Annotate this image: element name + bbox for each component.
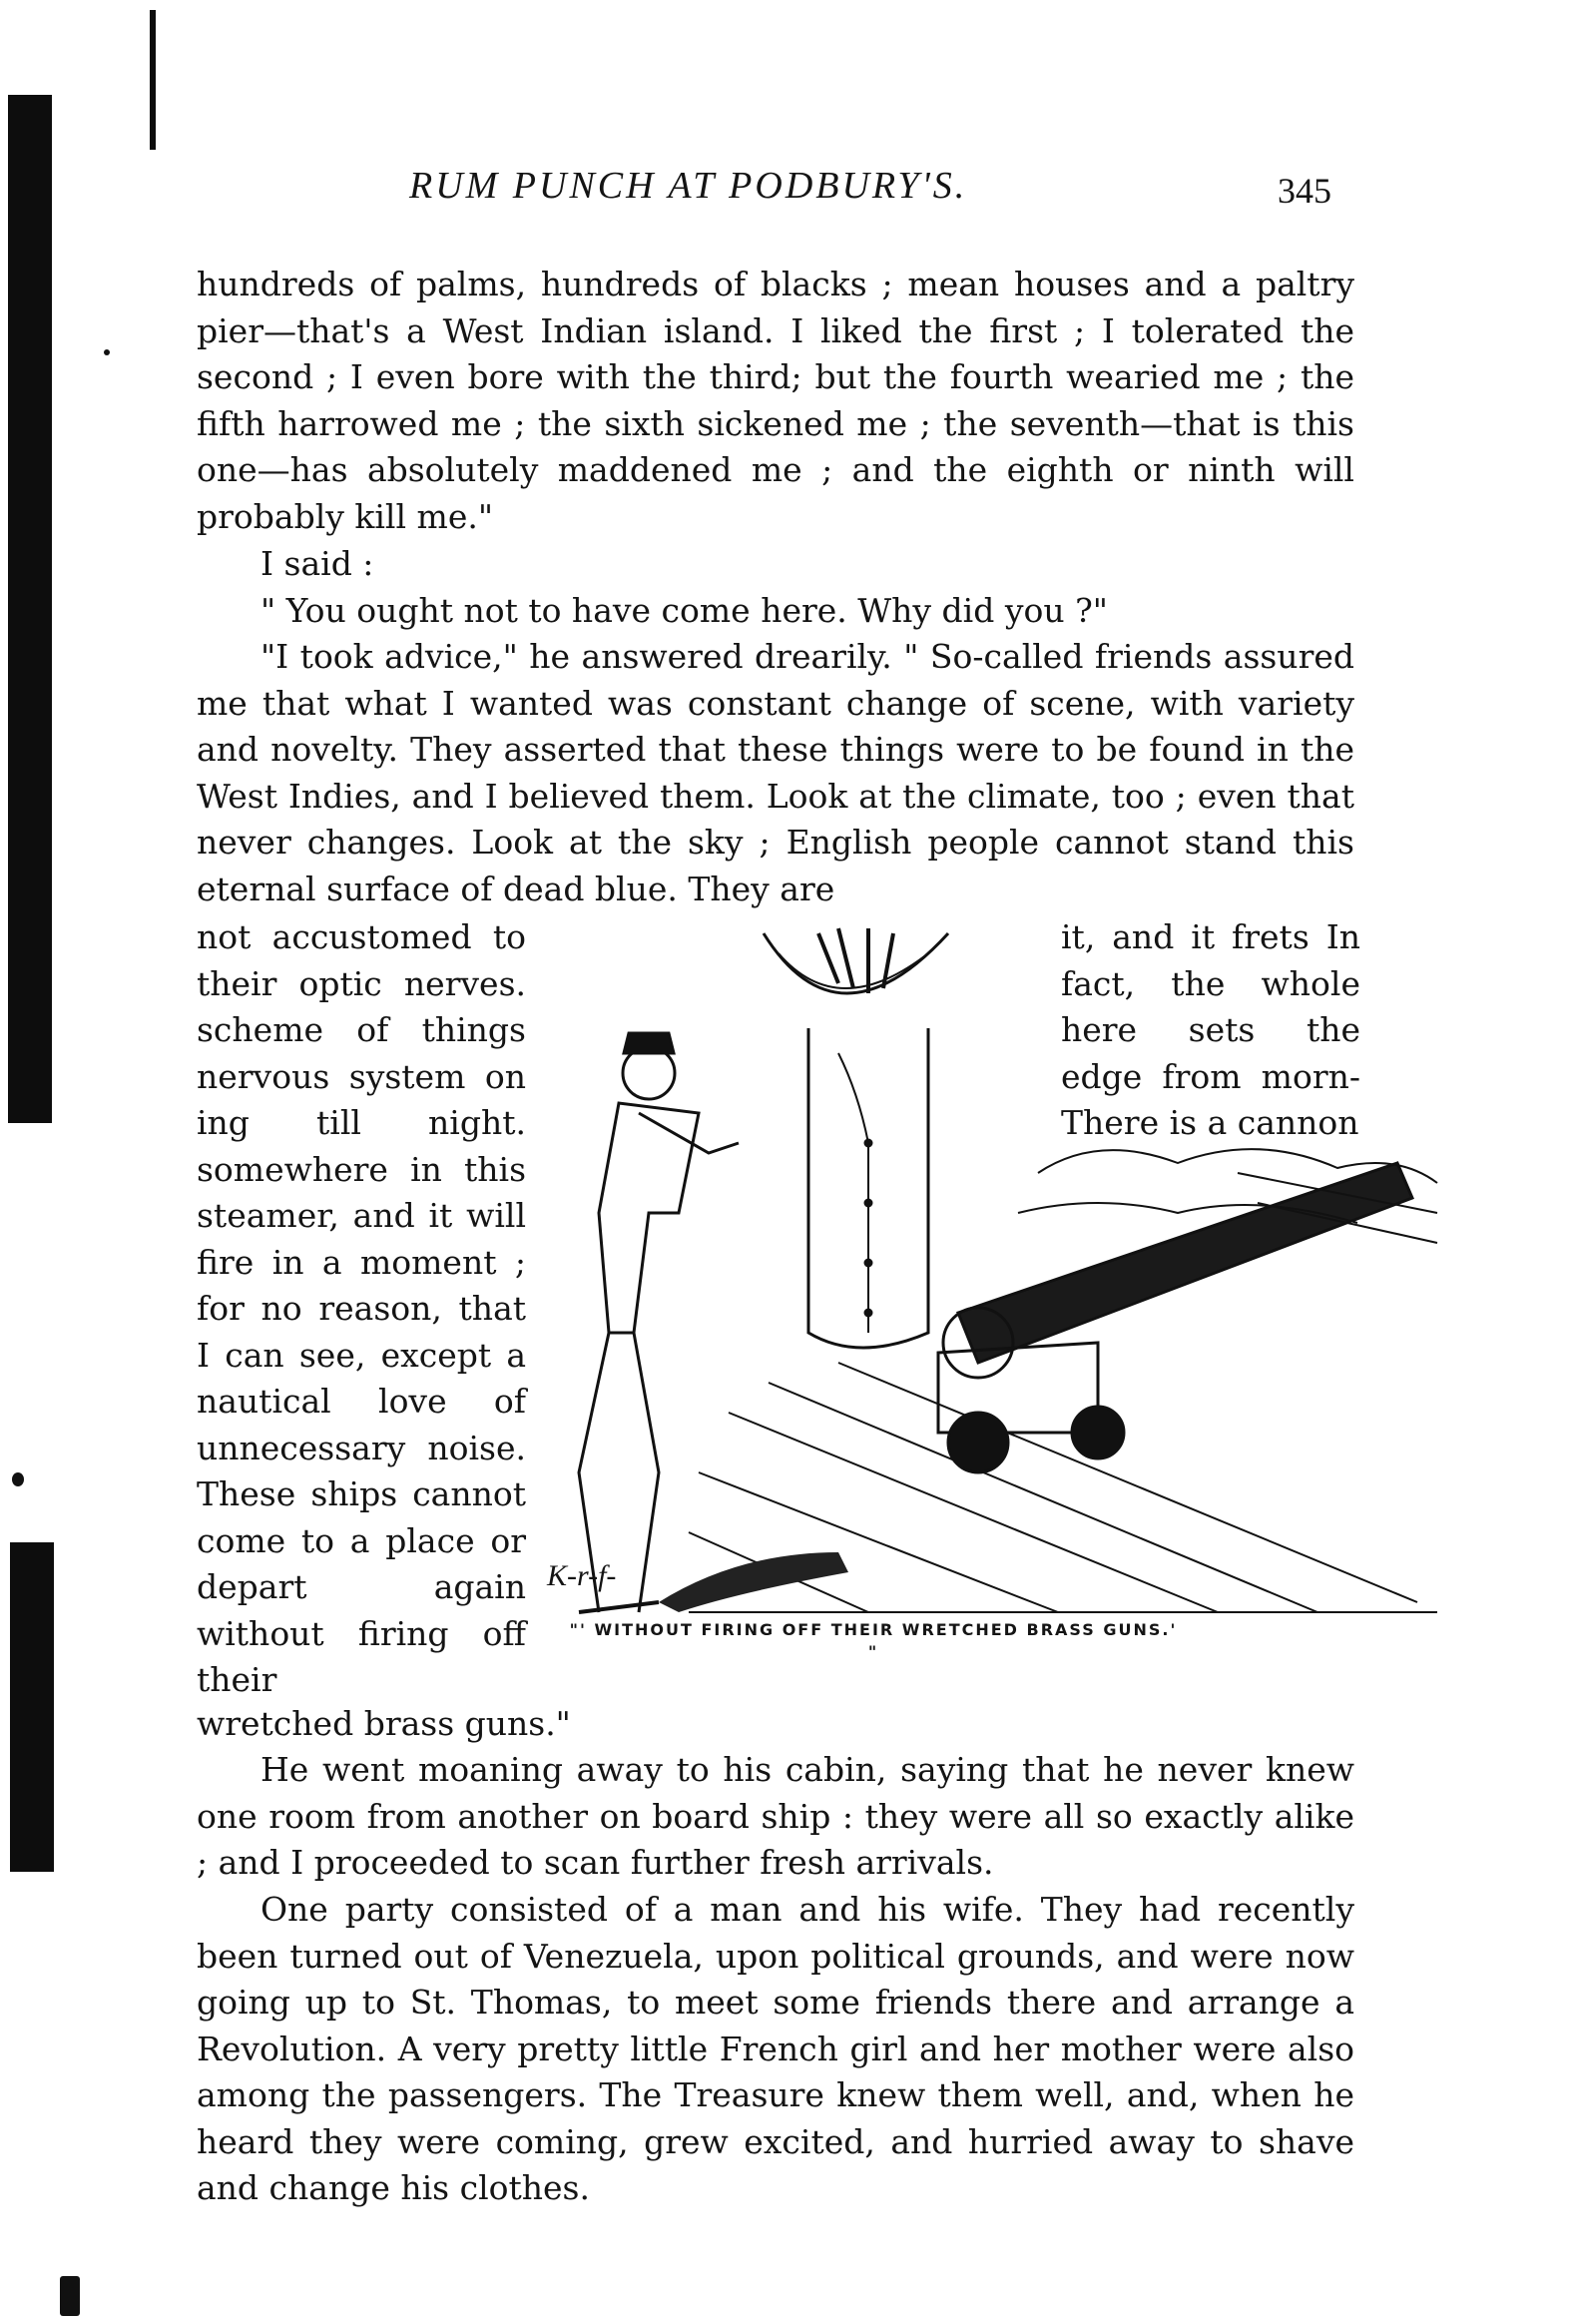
scan-edge-top [8,95,52,1123]
paragraph-6: One party consisted of a man and his wife. They had recently been turned out of Venezuela, upon political grounds, and were now going up to St. Thomas, to meet some friends there and arrange a Revolution. A very pretty little French girl and her mother were also among the passengers. The Treasure knew them well, and, when he heard they were coming, grew excited, and hurried away to shave and change his clothes. [197,1890,1354,2207]
figure-caption: "' WITHOUT FIRING OFF THEIR WRETCHED BRASS GUNS.' " [569,1620,1178,1661]
running-head [190,158,1367,214]
scan-speck [12,1472,24,1486]
paragraph-5: He went moaning away to his cabin, saying that he never knew one room from another on board ship : they were all so exactly alike ; and I proceeded to scan further fresh arrivals. [197,1750,1354,1882]
paragraph-continuation: wretched brass guns." [197,1704,571,1743]
page-number: 345 [1278,171,1331,211]
scan-speck [104,349,110,355]
scan-mark-top [150,10,156,150]
text-column-right: it, and it frets In fact, the whole here sets the edge from morn- There is a cannon [1061,917,1360,1142]
paragraph-3: " You ought not to have come here. Why did you ?" [261,591,1108,630]
text-column-left: not accustomed to their optic nerves. scheme of things nervous system on ing till night. somewhere in this steamer, and it will fire in a moment ; for no reason, that I can see, except a nautical love of unnecessary noise. These ships cannot come to a place or depart again without firing off their [197,917,526,1699]
scan-speck [60,2276,80,2316]
paragraph-1: hundreds of palms, hundreds of blacks ; mean houses and a paltry pier—that's a West Indian island. I liked the first ; I tolerated the second ; I even bore with the third; but the fourth wearied me ; the fifth harrowed me ; the sixth sickened me ; the seventh—that is this one—has absolutely maddened me ; and the eighth or ninth will probably kill me." [197,265,1354,536]
paragraph-2: I said : [261,544,374,583]
illustration-cannon-firing [539,913,1442,1632]
illustrator-signature: K-r-f- [547,1559,617,1592]
running-title: RUM PUNCH AT PODBURY'S. [409,165,968,207]
paragraph-4: "I took advice," he answered drearily. " So-called friends assured me that what I wanted was constant change of scene, with variety and novelty. They asserted that these things were to be found in the West Indies, and I believed them. Look at the climate, too ; even that never changes. Look at the sky ; English people cannot stand this eternal surface of dead blue. They are [197,637,1354,908]
scan-edge-bottom [10,1542,54,1872]
